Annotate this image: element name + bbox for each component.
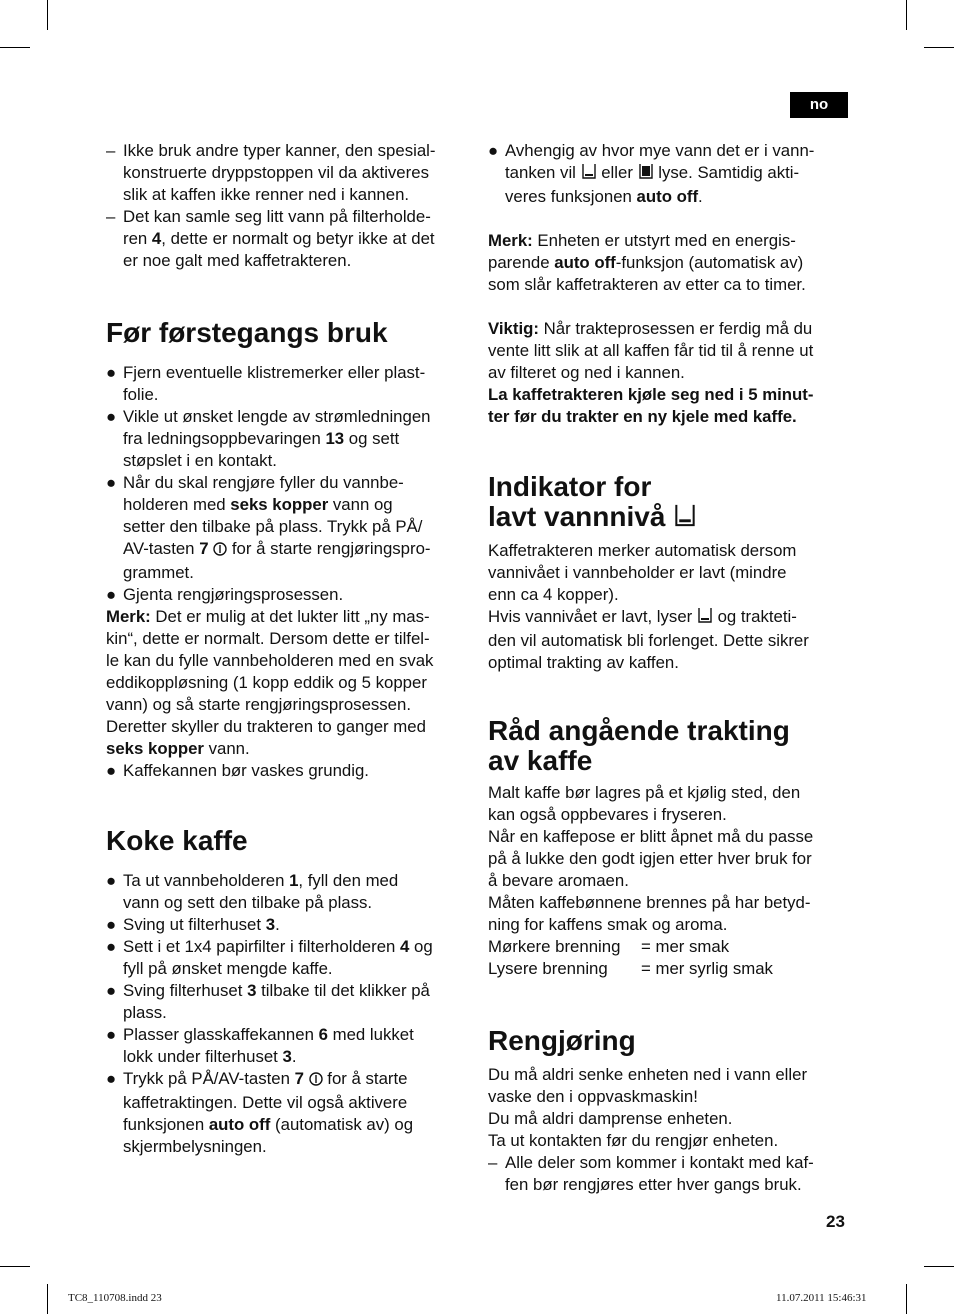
low-water-text: Kaffetrakteren merker automatisk dersom vannivået i vannbeholder er lavt (mindre enn ca 4 kopper). Hvis vannivået er lavt, lyser og trakteti- den vil automatisk bli forlenget. Dette sikrer optimal trakting av kaffen.: [488, 541, 809, 672]
list-item: ● Fjern eventuelle klistremerker eller plast- folie.: [106, 363, 426, 404]
section-title-cleaning: Rengjøring: [488, 1025, 636, 1056]
list-item: ● Vikle ut ønsket lengde av strømledningen fra ledningsoppbevaringen 13 og sett støpslet i en kontakt.: [106, 407, 431, 470]
note-paragraph: Merk: Enheten er utstyrt med en energis- parende auto off-funksjon (automatisk av) som slår kaffetrakteren av etter ca to timer.: [488, 231, 806, 294]
right-column: [488, 140, 850, 1196]
list-item: – Ikke bruk andre typer kanner, den spesial- konstruerte dryppstoppen vil da aktiveres slik at kaffen ikke renner ned i kannen.: [106, 141, 436, 204]
section-title-first-use: Før førstegangs bruk: [106, 317, 388, 348]
footer-file: TC8_110708.indd 23: [68, 1292, 162, 1304]
list-item: ● Avhengig av hvor mye vann det er i vann- tanken vil eller lyse. Samtidig akti- veres funksjonen auto off.: [488, 141, 815, 206]
water-level-empty-icon: [673, 502, 697, 534]
roast-row: Mørkere brenning = mer smak: [488, 937, 730, 956]
crop-mark: [47, 1284, 48, 1314]
list-item: – Alle deler som kommer i kontakt med kaf- fen bør rengjøres etter hver gangs bruk.: [488, 1153, 814, 1194]
list-item: – Det kan samle seg litt vann på filterholde- ren 4, dette er normalt og betyr ikke at det er noe galt med kaffetrakteren.: [106, 207, 435, 270]
footer-date: 11.07.2011 15:46:31: [776, 1292, 867, 1304]
roast-row: Lysere brenning = mer syrlig smak: [488, 959, 773, 978]
list-item: ● Gjenta rengjøringsprosessen.: [106, 585, 344, 604]
crop-mark: [0, 47, 30, 48]
language-badge: no: [790, 92, 848, 118]
note-paragraph: Merk: Det er mulig at det lukter litt „ny mas- kin“, dette er normalt. Dersom dette er tilfel- le kan du fylle vannbeholderen med en svak eddikoppløsning (1 kopp eddik og 5 kopper vann) og så starte rengjøringsprosessen. Deretter skyller du trakteren to ganger med seks kopper vann.: [106, 607, 434, 758]
list-item: ● Sett i et 1x4 papirfilter i filterholderen 4 og fyll på ønsket mengde kaffe.: [106, 937, 433, 978]
advice-text: Malt kaffe bør lagres på et kjølig sted, den kan også oppbevares i fryseren. Når en kaffepose er blitt åpnet må du passe på å lukke den godt igjen etter hver bruk for å bevare aromaen. Måten kaffebønnene brennes på har betyd- ning for kaffens smak og aroma.: [488, 783, 814, 934]
crop-mark: [47, 0, 48, 30]
power-icon: [213, 540, 227, 562]
water-level-empty-icon: [581, 162, 597, 186]
crop-mark: [0, 1266, 30, 1267]
section-title-low-water: Indikator for lavt vannnivå: [488, 472, 850, 534]
crop-mark: [924, 1266, 954, 1267]
crop-mark: [924, 47, 954, 48]
section-title-brew-coffee: Koke kaffe: [106, 825, 248, 856]
water-level-full-icon: [638, 162, 654, 186]
list-item: ● Ta ut vannbeholderen 1, fyll den med vann og sett den tilbake på plass.: [106, 871, 399, 912]
crop-mark: [906, 0, 907, 30]
list-item: ● Trykk på PÅ/AV-tasten 7 for å starte kaffetraktingen. Dette vil også aktivere funksjonen auto off (automatisk av) og skjermbelysningen.: [106, 1069, 414, 1156]
list-item: ● Sving filterhuset 3 tilbake til det klikker på plass.: [106, 981, 430, 1022]
list-item: ● Sving ut filterhuset 3.: [106, 915, 280, 934]
page-number: 23: [826, 1212, 845, 1231]
important-paragraph: Viktig: Når trakteprosessen er ferdig må du vente litt slik at all kaffen får tid til å renne ut av filteret og ned i kannen. La kaffetrakteren kjøle seg ned i 5 minut- ter før du trakter en ny kjele med kaffe.: [488, 319, 814, 426]
water-level-empty-icon: [697, 606, 713, 630]
list-item: ● Når du skal rengjøre fyller du vannbe- holderen med seks kopper vann og setter den tilbake på plass. Trykk på PÅ/ AV-tasten 7 for å starte rengjøringspro- grammet.: [106, 473, 431, 582]
power-icon: [309, 1070, 323, 1092]
list-item: ● Kaffekannen bør vaskes grundig.: [106, 761, 369, 780]
crop-mark: [906, 1284, 907, 1314]
cleaning-text: Du må aldri senke enheten ned i vann eller vaske den i oppvaskmaskin! Du må aldri damprense enheten. Ta ut kontakten før du rengjør enheten.: [488, 1065, 808, 1150]
section-title-advice: Råd angående trakting av kaffe: [488, 715, 790, 776]
list-item: ● Plasser glasskaffekannen 6 med lukket lokk under filterhuset 3.: [106, 1025, 414, 1066]
left-column: [106, 140, 468, 1158]
